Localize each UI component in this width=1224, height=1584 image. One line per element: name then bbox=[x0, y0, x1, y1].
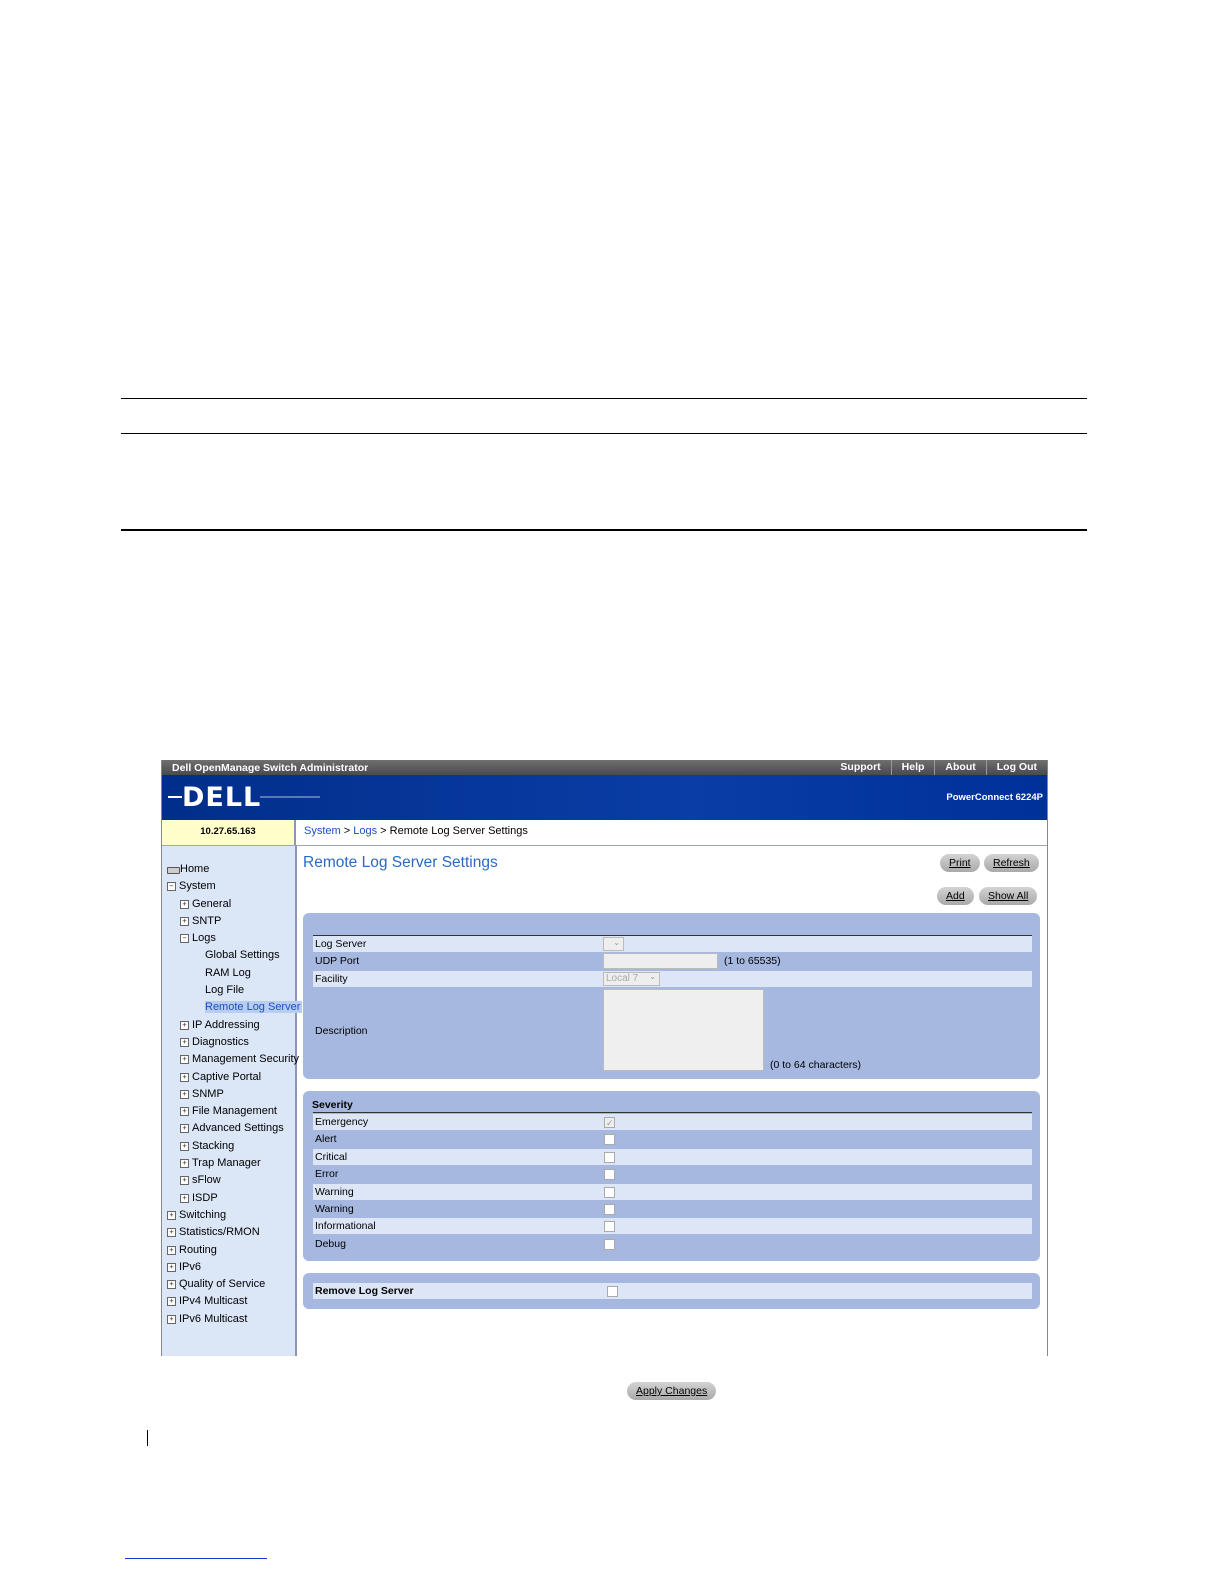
tree-label: Advanced Settings bbox=[192, 1122, 284, 1135]
severity-label: Warning bbox=[315, 1203, 354, 1215]
support-link[interactable]: Support bbox=[840, 761, 881, 773]
remove-row bbox=[313, 1283, 1032, 1299]
severity-label: Error bbox=[315, 1168, 339, 1180]
description-label: Description bbox=[315, 1025, 368, 1037]
severity-heading: Severity bbox=[312, 1099, 353, 1111]
udp-port-hint: (1 to 65535) bbox=[724, 955, 781, 967]
expand-icon[interactable]: + bbox=[180, 1090, 189, 1099]
tree-item-trap-manager[interactable] bbox=[162, 1155, 295, 1172]
tree-label: Management Security bbox=[192, 1053, 299, 1066]
breadcrumb-separator: > bbox=[340, 825, 354, 837]
ip-address: 10.27.65.163 bbox=[162, 820, 296, 845]
banner bbox=[162, 775, 1047, 820]
description-hint: (0 to 64 characters) bbox=[770, 1059, 862, 1071]
severity-row bbox=[313, 1184, 1032, 1200]
tree-label: SNTP bbox=[192, 914, 222, 927]
expand-icon[interactable]: + bbox=[167, 1280, 176, 1289]
margin-change-bar bbox=[147, 1430, 148, 1446]
tree-item-ipv6[interactable] bbox=[162, 1259, 295, 1276]
breadcrumb-separator: > bbox=[377, 825, 390, 837]
tree-label: Switching bbox=[179, 1208, 227, 1221]
tree-item-remote-log-server[interactable] bbox=[162, 999, 301, 1016]
expand-icon[interactable]: + bbox=[180, 1159, 189, 1168]
tree-item-ip-addressing[interactable] bbox=[162, 1017, 295, 1034]
tree-item-snmp[interactable] bbox=[162, 1086, 295, 1103]
tree-item-sflow[interactable] bbox=[162, 1172, 295, 1189]
facility-value: Local 7 bbox=[606, 973, 639, 984]
severity-row bbox=[313, 1166, 1032, 1182]
tree-item-general[interactable] bbox=[162, 896, 295, 913]
severity-label: Debug bbox=[315, 1238, 346, 1250]
tree-item-logs[interactable] bbox=[162, 930, 295, 947]
severity-panel bbox=[303, 1091, 1040, 1261]
logout-link[interactable]: Log Out bbox=[986, 760, 1047, 775]
severity-label: Emergency bbox=[315, 1116, 369, 1128]
title-bar bbox=[162, 760, 1047, 775]
tree-item-log-file[interactable] bbox=[162, 982, 295, 999]
debug-checkbox[interactable] bbox=[604, 1239, 615, 1250]
tree-item-advanced-settings[interactable] bbox=[162, 1120, 295, 1137]
facility-label: Facility bbox=[315, 973, 348, 985]
tree-label: IPv6 Multicast bbox=[179, 1312, 248, 1325]
tree-item-ipv6-multicast[interactable] bbox=[162, 1311, 295, 1328]
tree-item-sntp[interactable] bbox=[162, 913, 295, 930]
breadcrumb-current: Remote Log Server Settings bbox=[389, 825, 528, 837]
tree-label: Statistics/RMON bbox=[179, 1226, 260, 1239]
rule-middle bbox=[121, 433, 1087, 434]
description-textarea[interactable] bbox=[603, 989, 764, 1071]
remove-label: Remove Log Server bbox=[315, 1285, 414, 1297]
expand-icon[interactable]: + bbox=[180, 1107, 189, 1116]
breadcrumb bbox=[304, 820, 528, 842]
expand-icon[interactable]: + bbox=[180, 900, 189, 909]
udp-port-row bbox=[313, 953, 1032, 969]
tree-label: ISDP bbox=[192, 1191, 218, 1204]
tree-item-ipv4-multicast[interactable] bbox=[162, 1293, 295, 1310]
tree-label: SNMP bbox=[192, 1087, 224, 1100]
tree-label: Global Settings bbox=[205, 949, 280, 962]
address-row bbox=[162, 820, 1047, 846]
about-link[interactable]: About bbox=[934, 760, 985, 775]
tree-label: Log File bbox=[205, 984, 245, 997]
logo-stripe-tail bbox=[260, 796, 320, 798]
apply-changes-button[interactable]: Apply Changes bbox=[627, 1382, 716, 1400]
tree-label: Home bbox=[180, 863, 210, 875]
tree-label: System bbox=[179, 880, 216, 893]
severity-row bbox=[313, 1218, 1032, 1234]
add-button[interactable]: Add bbox=[937, 887, 974, 905]
tree-item-global-settings[interactable] bbox=[162, 947, 295, 964]
severity-row bbox=[313, 1114, 1032, 1130]
tree-item-diagnostics[interactable] bbox=[162, 1034, 295, 1051]
expand-icon[interactable]: + bbox=[167, 1263, 176, 1272]
tree-label: IPv6 bbox=[179, 1260, 202, 1273]
severity-label: Critical bbox=[315, 1151, 348, 1163]
critical-checkbox[interactable] bbox=[604, 1152, 615, 1163]
tree-item-system[interactable] bbox=[162, 878, 295, 895]
description-row bbox=[313, 989, 1032, 1076]
breadcrumb-logs[interactable]: Logs bbox=[353, 825, 378, 837]
expand-icon[interactable]: + bbox=[180, 917, 189, 926]
tree-label: Captive Portal bbox=[192, 1070, 262, 1083]
collapse-icon[interactable]: − bbox=[167, 882, 176, 891]
log-server-select[interactable] bbox=[603, 937, 624, 951]
dell-logo: DELL bbox=[182, 782, 262, 813]
device-icon bbox=[167, 867, 180, 874]
udp-port-input[interactable] bbox=[603, 953, 718, 969]
tree-label: File Management bbox=[192, 1105, 277, 1118]
show-all-button[interactable]: Show All bbox=[979, 887, 1037, 905]
emergency-checkbox[interactable] bbox=[604, 1117, 615, 1128]
expand-icon[interactable]: + bbox=[180, 1038, 189, 1047]
tree-item-ram-log[interactable] bbox=[162, 965, 295, 982]
expand-icon[interactable]: + bbox=[167, 1211, 176, 1220]
page-title: Remote Log Server Settings bbox=[303, 854, 498, 871]
facility-select[interactable] bbox=[603, 972, 660, 986]
remove-checkbox[interactable] bbox=[607, 1286, 618, 1297]
screenshot-window bbox=[161, 760, 1048, 1397]
tree-item-management-security[interactable] bbox=[162, 1051, 299, 1068]
remove-panel bbox=[303, 1273, 1040, 1309]
tree-item-statistics-rmon[interactable] bbox=[162, 1224, 295, 1241]
top-links bbox=[830, 760, 1047, 775]
tree-label: Quality of Service bbox=[179, 1278, 266, 1291]
severity-row bbox=[313, 1149, 1032, 1165]
severity-row bbox=[313, 1201, 1032, 1217]
navigation-tree bbox=[162, 846, 301, 1356]
collapse-icon[interactable]: − bbox=[180, 934, 189, 943]
chevron-down-icon: ⌄ bbox=[613, 938, 620, 947]
chevron-down-icon: ⌄ bbox=[649, 972, 656, 981]
panel-divider bbox=[313, 1112, 1032, 1113]
tree-item-routing[interactable] bbox=[162, 1242, 295, 1259]
expand-icon[interactable]: + bbox=[167, 1246, 176, 1255]
tree-label: IPv4 Multicast bbox=[179, 1295, 248, 1308]
settings-panel bbox=[303, 913, 1040, 1079]
breadcrumb-system[interactable]: System bbox=[304, 825, 341, 837]
footnote-rule bbox=[125, 1558, 267, 1559]
expand-icon[interactable]: + bbox=[167, 1228, 176, 1237]
expand-icon[interactable]: + bbox=[180, 1176, 189, 1185]
severity-label: Informational bbox=[315, 1220, 376, 1232]
help-link[interactable]: Help bbox=[891, 760, 935, 775]
log-server-row bbox=[313, 936, 1032, 952]
expand-icon[interactable]: + bbox=[180, 1124, 189, 1133]
severity-row bbox=[313, 1236, 1032, 1252]
informational-checkbox[interactable] bbox=[604, 1221, 615, 1232]
tree-label: Stacking bbox=[192, 1139, 235, 1152]
warning-checkbox[interactable] bbox=[604, 1187, 615, 1198]
tree-label: Diagnostics bbox=[192, 1035, 249, 1048]
tree-label: sFlow bbox=[192, 1174, 221, 1187]
checkmark-icon: ✓ bbox=[606, 1118, 614, 1128]
content-area bbox=[297, 846, 1047, 1397]
tree-label: General bbox=[192, 897, 232, 910]
expand-icon[interactable]: + bbox=[180, 1055, 189, 1064]
refresh-button[interactable]: Refresh bbox=[984, 854, 1039, 872]
error-checkbox[interactable] bbox=[604, 1169, 615, 1180]
tree-item-switching[interactable] bbox=[162, 1207, 295, 1224]
notice-checkbox[interactable] bbox=[604, 1204, 615, 1215]
tree-label-selected: Remote Log Server bbox=[205, 1001, 301, 1014]
severity-label: Alert bbox=[315, 1133, 337, 1145]
tree-label: Logs bbox=[192, 932, 216, 945]
tree-item-isdp[interactable] bbox=[162, 1190, 295, 1207]
expand-icon[interactable]: + bbox=[167, 1297, 176, 1306]
tree-item-home[interactable] bbox=[162, 861, 295, 878]
app-title: Dell OpenManage Switch Administrator bbox=[172, 761, 369, 774]
tree-item-quality-of-service[interactable] bbox=[162, 1276, 295, 1293]
print-button[interactable]: Print bbox=[940, 854, 980, 872]
severity-row bbox=[313, 1131, 1032, 1147]
tree-item-file-management[interactable] bbox=[162, 1103, 295, 1120]
tree-label: IP Addressing bbox=[192, 1018, 260, 1031]
tree-label: RAM Log bbox=[205, 966, 251, 979]
expand-icon[interactable]: + bbox=[180, 1021, 189, 1030]
alert-checkbox[interactable] bbox=[604, 1134, 615, 1145]
udp-port-label: UDP Port bbox=[315, 955, 360, 967]
facility-row bbox=[313, 971, 1032, 987]
expand-icon[interactable]: + bbox=[180, 1073, 189, 1082]
rule-bottom bbox=[121, 529, 1087, 531]
tree-label: Trap Manager bbox=[192, 1157, 261, 1170]
rule-top bbox=[121, 398, 1087, 399]
model-name: PowerConnect 6224P bbox=[946, 792, 1043, 803]
severity-label: Warning bbox=[315, 1186, 354, 1198]
expand-icon[interactable]: + bbox=[180, 1194, 189, 1203]
logo-stripe bbox=[168, 796, 182, 798]
expand-icon[interactable]: + bbox=[180, 1142, 189, 1151]
tree-item-stacking[interactable] bbox=[162, 1138, 295, 1155]
expand-icon[interactable]: + bbox=[167, 1315, 176, 1324]
log-server-label: Log Server bbox=[315, 938, 367, 950]
tree-item-captive-portal[interactable] bbox=[162, 1069, 295, 1086]
tree-label: Routing bbox=[179, 1243, 217, 1256]
